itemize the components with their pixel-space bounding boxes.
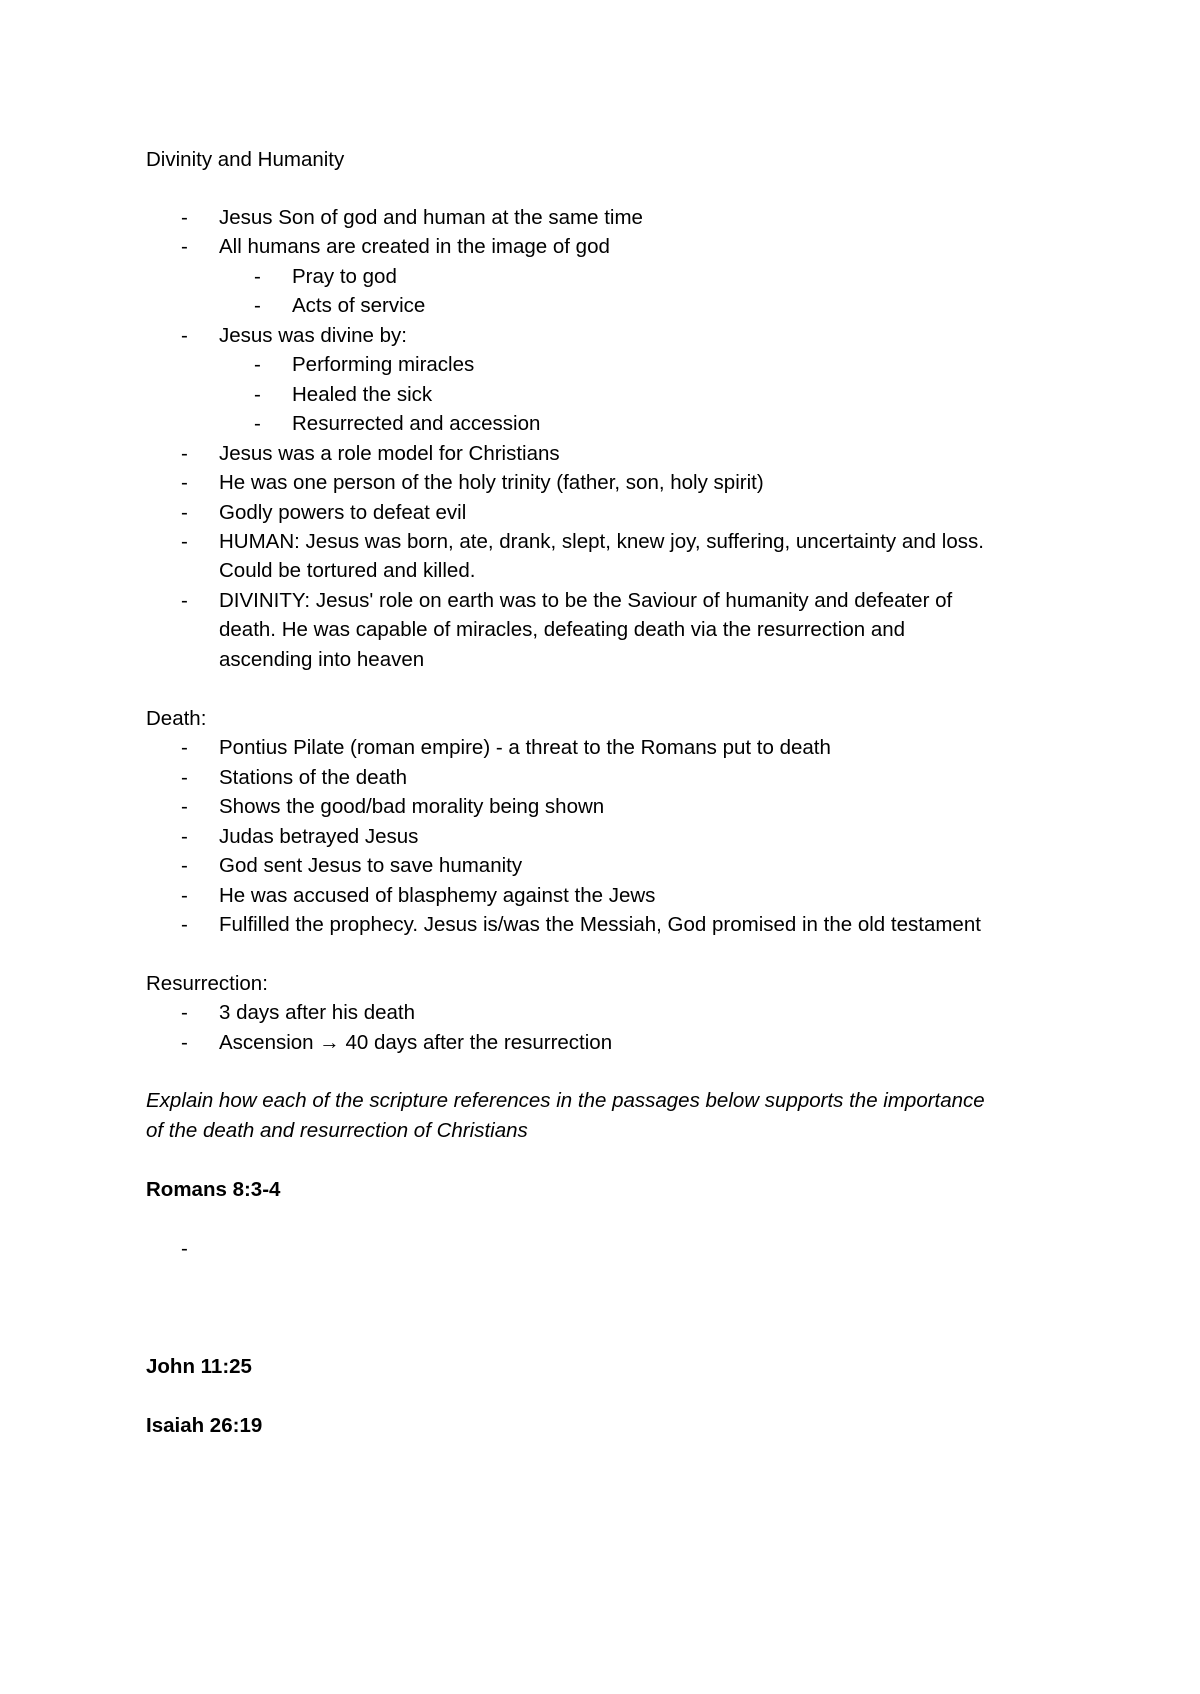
bullet-dash: - xyxy=(181,1031,188,1054)
bullet-dash: - xyxy=(254,383,261,406)
bullet-dash: - xyxy=(181,766,188,789)
bullet-dash: - xyxy=(181,1237,188,1260)
bullet-dash: - xyxy=(181,589,188,612)
bullet-dash: - xyxy=(254,353,261,376)
bullet-dash: - xyxy=(181,854,188,877)
reference-romans: Romans 8:3-4 xyxy=(146,1178,281,1201)
heading-resurrection: Resurrection: xyxy=(146,972,268,995)
bullet-dash: - xyxy=(181,913,188,936)
bullet-dash: - xyxy=(181,884,188,907)
bullet-dash: - xyxy=(254,294,261,317)
bullet-dash: - xyxy=(254,412,261,435)
document-page: Divinity and Humanity - Jesus Son of god and human at the same time - All humans are created in the image of god - Pray to god - Acts of service - Jesus was divine by: - Performing miracles - Healed the sick - Resurrected and accession - Jesus was a role model for Christians - He was one person of the holy trinity (father, son, holy spirit) - Godly powers to defeat evil - HUMAN: Jesus was born, ate, drank, slept, knew joy, suffering, uncertainty and loss. Could be tortured and killed. - DIVINITY: Jesus' role on earth was to be the Saviour of humanity and defeater of death. He was capable of miracles, defeating death via the resurrection and ascending into heaven Death: - Pontius Pilate (roman empire) - a threat to the Romans put to death - Stations of the death - Shows the good/bad morality being shown - Judas betrayed Jesus - God sent Jesus to save humanity - He was accused of blasphemy against the Jews - Fulfilled the prophecy. Jesus is/was the Messiah, God promised in the old testament Resurrection: - 3 days after his death - Ascension → 40 days after the resurrection Explain how each of the scripture references in the passages below supports the importance of the death and resurrection of Christians Romans 8:3-4 - John 11:25 Isaiah 26:19 xyxy=(146,148,985,1437)
heading-divinity-humanity: Divinity and Humanity xyxy=(146,148,345,171)
bullet-dash: - xyxy=(181,736,188,759)
prompt-line-2: of the death and resurrection of Christians xyxy=(146,1119,528,1142)
bullet-dash: - xyxy=(181,1001,188,1024)
bullet-dash: - xyxy=(181,206,188,229)
prompt-line-1: Explain how each of the scripture references in the passages below supports the importance xyxy=(146,1089,985,1112)
bullet-dash: - xyxy=(181,825,188,848)
reference-john: John 11:25 xyxy=(146,1355,252,1378)
reference-isaiah: Isaiah 26:19 xyxy=(146,1414,263,1437)
bullet-dash: - xyxy=(181,501,188,524)
bullet-dash: - xyxy=(181,795,188,818)
bullet-dash: - xyxy=(254,265,261,288)
bullet-dash: - xyxy=(181,530,188,553)
bullet-dash: - xyxy=(181,235,188,258)
bullet-dash: - xyxy=(181,324,188,347)
bullet-dash: - xyxy=(181,442,188,465)
heading-death: Death: xyxy=(146,707,207,730)
bullet-dash: - xyxy=(181,471,188,494)
